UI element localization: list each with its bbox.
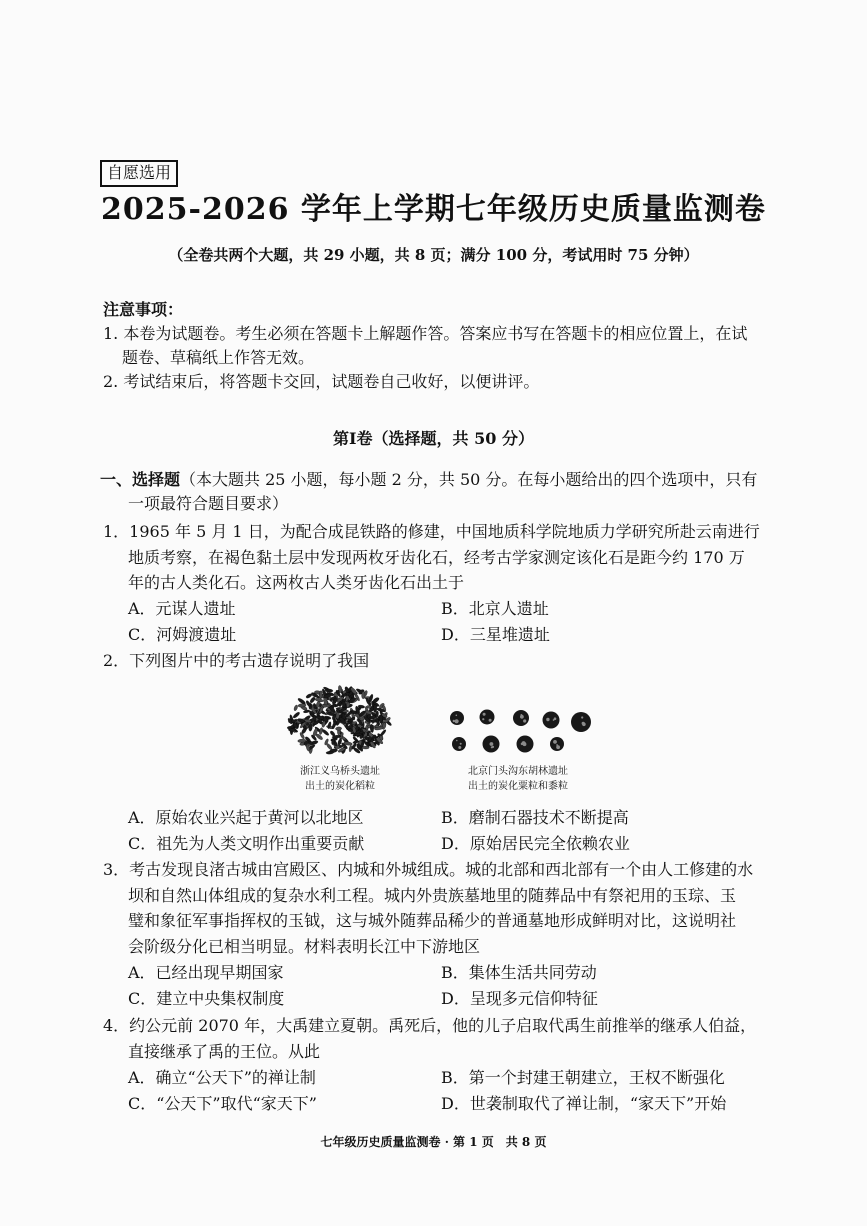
- question-2-option-b: B．磨制石器技术不断提高: [441, 808, 629, 827]
- question-2-option-c: C．祖先为人类文明作出重要贡献: [128, 834, 365, 853]
- carbonized-millet-image: [443, 706, 593, 762]
- question-3-line-3: 璧和象征军事指挥权的玉钺，这与城外随葬品稀少的普通墓地形成鲜明对比，这说明社: [128, 911, 737, 930]
- figure-2-caption-line-1: 北京门头沟东胡林遗址: [468, 766, 568, 777]
- question-3-option-c: C．建立中央集权制度: [128, 989, 285, 1008]
- question-4-option-d: D．世袭制取代了禅让制，“家天下”开始: [441, 1094, 727, 1113]
- figure-1-caption-line-1: 浙江义乌桥头遗址: [300, 766, 380, 777]
- question-3-line-4: 会阶级分化已相当明显。材料表明长江中下游地区: [128, 937, 481, 956]
- question-4-line-2: 直接继承了禹的王位。从此: [128, 1042, 321, 1061]
- section-1-line-1: [100, 468, 757, 492]
- exam-subtitle: （全卷共两个大题，共 29 小题，共 8 页；满分 100 分，考试用时 75 分钟）: [168, 246, 699, 264]
- question-2-option-d: D．原始居民完全依赖农业: [441, 834, 630, 853]
- carbonized-rice-image: [286, 680, 392, 760]
- question-3-line-1: 3．考古发现良渚古城由宫殿区、内城和外城组成。城的北部和西北部有一个由人工修建的水: [103, 860, 754, 879]
- exam-title: 2025-2026 学年上学期七年级历史质量监测卷: [101, 192, 766, 227]
- question-1-option-a: A．元谋人遗址: [128, 599, 236, 618]
- voluntary-tag: 自愿选用: [100, 160, 178, 187]
- question-1-line-2: 地质考察，在褐色黏土层中发现两枚牙齿化石，经考古学家测定该化石是距今约 170 万: [128, 548, 745, 567]
- question-3-option-b: B．集体生活共同劳动: [441, 963, 597, 982]
- question-1-option-c: C．河姆渡遗址: [128, 625, 237, 644]
- question-2-line-1: 2．下列图片中的考古遗存说明了我国: [103, 651, 370, 670]
- question-3-line-2: 坝和自然山体组成的复杂水利工程。城内外贵族墓地里的随葬品中有祭祀用的玉琮、玉: [128, 886, 737, 905]
- question-1-option-d: D．三星堆遗址: [441, 625, 550, 644]
- section-1-line-2: 一项最符合题目要求）: [128, 494, 289, 513]
- question-4-line-1: 4．约公元前 2070 年，大禹建立夏朝。禹死后，他的儿子启取代禹生前推举的继承人伯益，: [103, 1016, 757, 1035]
- section-1-label: 一、选择题: [100, 470, 181, 489]
- part-1-heading: 第Ⅰ卷（选择题，共 50 分）: [333, 429, 534, 448]
- page-footer: 七年级历史质量监测卷 · 第 1 页 共 8 页: [320, 1135, 547, 1149]
- figure-2-caption-line-2: 出土的炭化粟粒和黍粒: [468, 781, 568, 792]
- question-4-option-a: A．确立“公天下”的禅让制: [128, 1068, 316, 1087]
- question-1-line-1: 1．1965 年 5 月 1 日，为配合成昆铁路的修建，中国地质科学院地质力学研究所赴云南进行: [103, 522, 760, 541]
- question-4-option-c: C．“公天下”取代“家天下”: [128, 1094, 317, 1113]
- section-1-instructions: （本大题共 25 小题，每小题 2 分，共 50 分。在每小题给出的四个选项中，只有: [180, 470, 758, 489]
- question-2-option-a: A．原始农业兴起于黄河以北地区: [128, 808, 364, 827]
- question-4-option-b: B．第一个封建王朝建立，王权不断强化: [441, 1068, 725, 1087]
- notice-item-2: 2. 考试结束后，将答题卡交回，试题卷自己收好，以便讲评。: [103, 372, 540, 391]
- question-3-option-d: D．呈现多元信仰特征: [441, 989, 598, 1008]
- notice-item-1-line-1: 1. 本卷为试题卷。考生必须在答题卡上解题作答。答案应书写在答题卡的相应位置上，在试: [103, 324, 748, 343]
- figure-1-caption-line-2: 出土的炭化稻粒: [305, 781, 375, 792]
- notice-item-1-line-2: 题卷、草稿纸上作答无效。: [122, 348, 315, 367]
- question-1-option-b: B．北京人遗址: [441, 599, 549, 618]
- question-3-option-a: A．已经出现早期国家: [128, 963, 284, 982]
- question-1-line-3: 年的古人类化石。这两枚古人类牙齿化石出土于: [128, 573, 465, 592]
- notice-heading: 注意事项：: [103, 300, 184, 319]
